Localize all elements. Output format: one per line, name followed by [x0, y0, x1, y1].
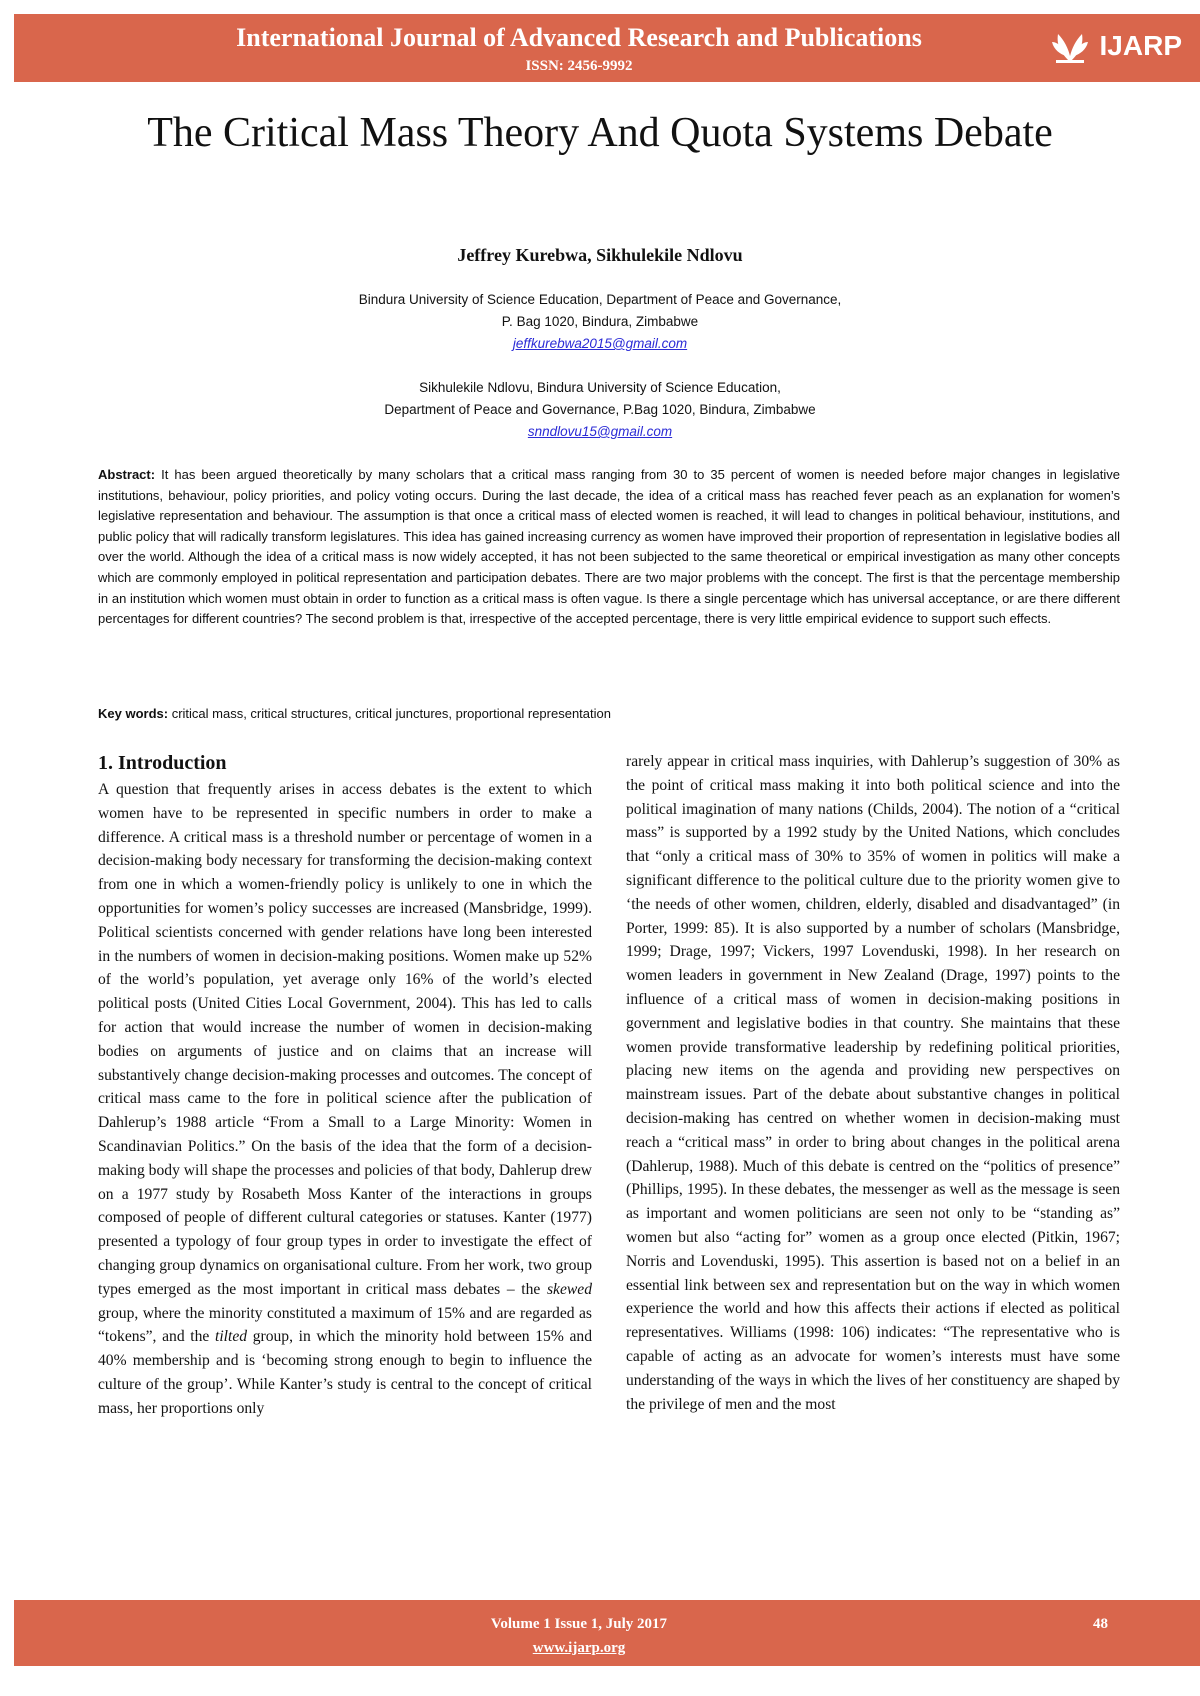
keywords-label: Key words: — [98, 706, 169, 721]
abstract-text: It has been argued theoretically by many scholars that a critical mass ranging from 30 to 35 percent of women is needed before major changes in legislative institutions, behaviour, policy priorities, and policy voting occurs. During the last decade, the idea of a critical mass has reached fever peach as an explanation for women’s legislative representation and behaviour. The assumption is that once a critical mass of elected women is reached, it will lead to changes in political behaviour, institutions, and public policy that will radically transform legislatures. This idea has gained increasing currency as women have improved their proportion of representation in legislative bodies all over the world. Although the idea of a critical mass is now widely accepted, it has not been subjected to the same theoretical or empirical investigation as many other concepts which are commonly employed in political representation and participation debates. There are two major problems with the concept. The first is that the percentage membership in an institution which women must obtain in order to function as a critical mass is often vague. Is there a single percentage which has universal acceptance, or are there different percentages for different countries? The second problem is that, irrespective of the accepted percentage, there is very little empirical evidence to support such effects. — [98, 467, 1120, 627]
logo-text: IJARP — [1099, 30, 1182, 61]
journal-header-band — [14, 14, 1200, 82]
journal-logo — [1048, 26, 1182, 66]
abstract — [98, 465, 1120, 630]
intro-term-skewed: skewed — [546, 1280, 592, 1298]
journal-url-link[interactable]: www.ijarp.org — [532, 1640, 626, 1656]
paper-title: The Critical Mass Theory And Quota Systems Debate — [147, 110, 1053, 156]
affiliation-1 — [200, 289, 1000, 355]
affiliation-2 — [200, 377, 1000, 443]
section-heading-introduction: 1. Introduction — [98, 752, 227, 774]
intro-text-part-1: A question that frequently arises in access debates is the extent to which women have to be represented in specific numbers in order to make a difference. A critical mass is a threshold number or percentage of women in a decision-making body necessary for transforming the decision-making context from one in which a women-friendly policy is unlikely to one in which the opportunities for women’s policy successes are increased (Mansbridge, 1999). Political scientists concerned with gender relations have long been interested in the numbers of women in decision-making positions. Women make up 52% of the world’s population, yet average only 16% of the world’s elected political posts (United Cities Local Government, 2004). This has led to calls for action that would increase the number of women in decision-making bodies on arguments of justice and on claims that an increase will substantively change decision-making processes and outcomes. The concept of critical mass came to the fore in political science after the publication of Dahlerup’s 1988 article “From a Small to a Large Minority: Women in Scandinavian Politics.” On the basis of the idea that the form of a decision-making body will shape the processes and policies of that body, Dahlerup drew on a 1977 study by Rosabeth Moss Kanter of the interactions in groups composed of people of different cultural categories or statuses. Kanter (1977) presented a typology of four group types in order to investigate the effect of changing group dynamics on organisational culture. From her work, two group types emerged as the most important in critical mass debates – the — [98, 781, 592, 1298]
affiliation-1-line1: Bindura University of Science Education, Department of Peace and Governance, — [358, 292, 842, 307]
affiliation-2-line2: Department of Peace and Governance, P.Bag 1020, Bindura, Zimbabwe — [384, 402, 816, 417]
journal-issn: ISSN: 2456-9992 — [525, 58, 633, 74]
journal-name: International Journal of Advanced Research and Publications — [236, 23, 922, 52]
keywords-text: critical mass, critical structures, critical junctures, proportional representation — [171, 706, 611, 721]
affiliation-2-line1: Sikhulekile Ndlovu, Bindura University of Science Education, — [419, 380, 781, 395]
intro-paragraph-left — [98, 778, 592, 1421]
author-1-email-link[interactable]: jeffkurebwa2015@gmail.com — [512, 336, 688, 351]
affiliation-1-line2: P. Bag 1020, Bindura, Zimbabwe — [501, 314, 699, 329]
body-column-right — [626, 750, 1120, 1416]
abstract-label: Abstract: — [98, 467, 156, 482]
author-2-email-link[interactable]: snndlovu15@gmail.com — [527, 424, 673, 439]
intro-text-part-3: group, in which the minority hold between 15% and 40% membership and is ‘becoming strong enough to begin to influence the culture of the group’. While Kanter’s study is central to the concept of critical mass, her proportions only — [98, 1328, 592, 1417]
page-number: 48 — [1093, 1616, 1108, 1632]
keywords — [98, 706, 1120, 721]
paper-authors: Jeffrey Kurebwa, Sikhulekile Ndlovu — [457, 245, 743, 265]
body-column-left — [98, 750, 592, 1421]
intro-text-part-2: group, where the minority constituted a maximum of 15% and are regarded as “tokens”, and the — [98, 1304, 592, 1346]
intro-paragraph-right: rarely appear in critical mass inquiries, with Dahlerup’s suggestion of 30% as the point of critical mass making it into both political science and into the political imagination of many nations (Childs, 2004). The notion of a “critical mass” is supported by a 1992 study by the United Nations, which concludes that “only a critical mass of 30% to 35% of women in politics will make a significant difference to the political culture due to the priority women give to ‘the needs of other women, children, elderly, disabled and disadvantaged” (in Porter, 1999: 85). It is also supported by a number of scholars (Mansbridge, 1999; Drage, 1997; Vickers, 1997 Lovenduski, 1998). In her research on women leaders in government in New Zealand (Drage, 1997) points to the influence of a critical mass of women in decision-making positions in government and legislative bodies in that country. She maintains that these women provide transformative leadership by redefining political priorities, placing new items on the agenda and providing new perspectives on mainstream issues. Part of the debate about substantive changes in political decision-making has centred on whether women in decision-making must reach a “critical mass” in order to bring about changes in the political arena (Dahlerup, 1988). Much of this debate is centred on the “politics of presence” (Phillips, 1995). In these debates, the messenger as well as the message is seen as important and women politicians are seen not only to be “standing as” women but also “acting for” women as a group once elected (Pitkin, 1967; Norris and Lovenduski, 1995). This assertion is based not on a belief in an essential link between sex and representation but on the way in which women experience the world and how this affects their actions if elected as political representatives. Williams (1998: 106) indicates: “The representative who is capable of acting as an advocate for women’s interests must have some understanding of the ways in which the lives of her constituency are shaped by the privilege of men and the most — [626, 753, 1120, 1413]
intro-term-tilted: tilted — [214, 1328, 248, 1346]
journal-footer-band — [14, 1600, 1200, 1666]
volume-issue: Volume 1 Issue 1, July 2017 — [490, 1616, 668, 1632]
ijarp-leaf-logo-icon — [1048, 26, 1092, 66]
